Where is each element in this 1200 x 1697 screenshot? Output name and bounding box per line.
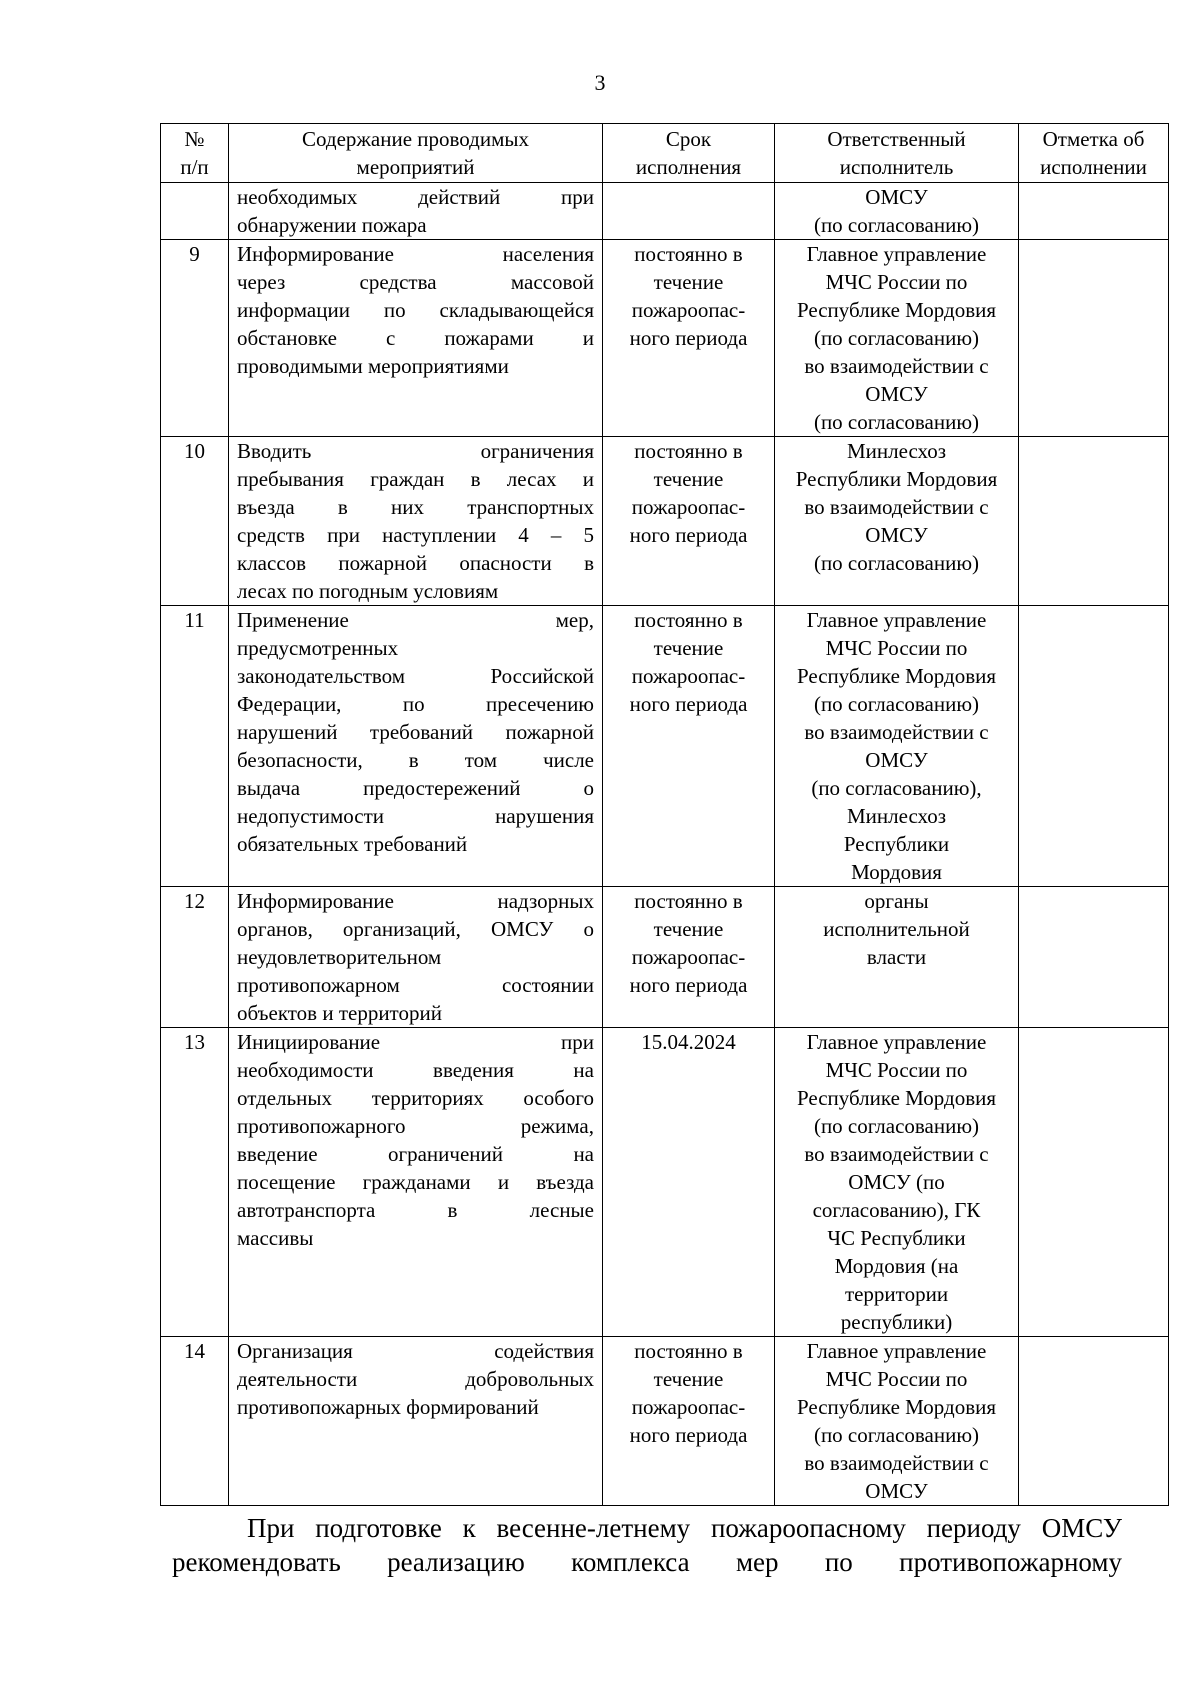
content-line: выдача предостережений о: [237, 776, 594, 800]
header-line: Содержание проводимых: [301, 127, 529, 151]
header-line: исполнении: [1040, 155, 1147, 179]
resp-line: ОМСУ: [865, 382, 928, 406]
deadline-cell: [603, 606, 775, 887]
content-line: противопожарного режима,: [237, 1114, 594, 1138]
content-line: въезда в них транспортных: [237, 495, 594, 519]
row-number: 12: [184, 889, 205, 913]
resp-line: ЧС Республики: [827, 1226, 966, 1250]
resp-line: Минлесхоз: [846, 804, 946, 828]
content-line: обстановке с пожарами и: [237, 326, 594, 350]
table-row: [161, 1337, 1169, 1506]
completion-mark-cell: [1019, 606, 1169, 887]
row-number: 13: [184, 1030, 205, 1054]
content-line: Применение мер,: [237, 608, 594, 632]
content-line: введение ограничений на: [237, 1142, 594, 1166]
term-line: течение: [653, 917, 724, 941]
measure-content-cell: [229, 606, 603, 887]
resp-line: (по согласованию): [813, 326, 980, 350]
content-line: пребывания граждан в лесах и: [237, 467, 594, 491]
resp-line: Республике Мордовия: [796, 298, 997, 322]
content-line: неудовлетворительном: [237, 945, 442, 969]
term-line: течение: [653, 1367, 724, 1391]
header-responsible: [775, 124, 1019, 183]
resp-line: МЧС России по: [825, 270, 968, 294]
measure-content-cell: [229, 437, 603, 606]
table-row: [161, 1028, 1169, 1337]
row-number-cell: [161, 183, 229, 240]
term-line: пожароопас-: [631, 1395, 746, 1419]
content-line: необходимых действий при: [237, 185, 594, 209]
term-line: ного периода: [629, 1423, 748, 1447]
resp-line: Республике Мордовия: [796, 1086, 997, 1110]
resp-line: во взаимодействии с: [804, 1142, 989, 1166]
row-number-cell: [161, 887, 229, 1028]
table-row: [161, 887, 1169, 1028]
resp-line: ОМСУ: [865, 748, 928, 772]
content-line: объектов и территорий: [237, 1001, 442, 1025]
resp-line: согласованию), ГК: [812, 1198, 981, 1222]
responsible-cell: [775, 606, 1019, 887]
row-number-cell: [161, 606, 229, 887]
deadline-cell: [603, 240, 775, 437]
term-line: постоянно в: [634, 242, 743, 266]
term-line: 15.04.2024: [641, 1030, 736, 1054]
measure-content-cell: [229, 240, 603, 437]
deadline-cell: [603, 1028, 775, 1337]
resp-line: МЧС России по: [825, 636, 968, 660]
row-number-cell: [161, 437, 229, 606]
table-row: [161, 240, 1169, 437]
header-line: исполнитель: [839, 155, 954, 179]
resp-line: ОМСУ (по: [848, 1170, 945, 1194]
term-line: течение: [653, 636, 724, 660]
resp-line: Республики: [843, 832, 950, 856]
header-line: мероприятий: [356, 155, 475, 179]
resp-line: (по согласованию): [813, 1423, 980, 1447]
measure-content-cell: [229, 1337, 603, 1506]
deadline-cell: [603, 437, 775, 606]
paragraph-line: При подготовке к весенне-летнему пожароопасному периоду ОМСУ: [247, 1513, 1122, 1543]
completion-mark-cell: [1019, 240, 1169, 437]
completion-mark-cell: [1019, 1028, 1169, 1337]
responsible-cell: [775, 1337, 1019, 1506]
body-paragraph: [172, 1511, 1122, 1579]
resp-line: во взаимодействии с: [804, 720, 989, 744]
term-line: постоянно в: [634, 439, 743, 463]
header-line: Ответственный: [827, 127, 966, 151]
term-line: постоянно в: [634, 1339, 743, 1363]
table-header-row: [161, 124, 1169, 183]
term-line: постоянно в: [634, 889, 743, 913]
resp-line: ОМСУ: [865, 1479, 928, 1503]
row-number-cell: [161, 1337, 229, 1506]
responsible-cell: [775, 240, 1019, 437]
table-body: [161, 183, 1169, 1506]
term-line: течение: [653, 467, 724, 491]
measure-content-cell: [229, 183, 603, 240]
header-line: исполнения: [635, 155, 742, 179]
term-line: ного периода: [629, 692, 748, 716]
content-line: Инициирование при: [237, 1030, 594, 1054]
responsible-cell: [775, 183, 1019, 240]
resp-line: территории: [844, 1282, 949, 1306]
completion-mark-cell: [1019, 1337, 1169, 1506]
responsible-cell: [775, 437, 1019, 606]
deadline-cell: [603, 887, 775, 1028]
content-line: органов, организаций, ОМСУ о: [237, 917, 594, 941]
content-line: противопожарном состоянии: [237, 973, 594, 997]
content-line: необходимости введения на: [237, 1058, 594, 1082]
measures-table: [160, 123, 1169, 1506]
content-line: Организация содействия: [237, 1339, 594, 1363]
measure-content-cell: [229, 887, 603, 1028]
row-number: 14: [184, 1339, 205, 1363]
paragraph-line: рекомендовать реализацию комплекса мер по противопожарному: [172, 1547, 1122, 1577]
content-line: отдельных территориях особого: [237, 1086, 594, 1110]
row-number-cell: [161, 1028, 229, 1337]
term-line: пожароопас-: [631, 664, 746, 688]
content-line: обязательных требований: [237, 832, 468, 856]
term-line: ного периода: [629, 973, 748, 997]
resp-line: МЧС России по: [825, 1367, 968, 1391]
content-line: через средства массовой: [237, 270, 594, 294]
deadline-cell: [603, 1337, 775, 1506]
resp-line: (по согласованию): [813, 692, 980, 716]
header-number: [161, 124, 229, 183]
table-row: [161, 183, 1169, 240]
header-content: [229, 124, 603, 183]
content-line: обнаружении пожара: [237, 213, 427, 237]
resp-line: (по согласованию): [813, 1114, 980, 1138]
resp-line: ОМСУ: [865, 523, 928, 547]
resp-line: органы: [864, 889, 929, 913]
content-line: Информирование надзорных: [237, 889, 594, 913]
term-line: постоянно в: [634, 608, 743, 632]
resp-line: во взаимодействии с: [804, 354, 989, 378]
resp-line: Минлесхоз: [846, 439, 946, 463]
resp-line: Мордовия: [851, 860, 942, 884]
content-line: противопожарных формирований: [237, 1395, 539, 1419]
resp-line: Республике Мордовия: [796, 664, 997, 688]
resp-line: во взаимодействии с: [804, 495, 989, 519]
content-line: недопустимости нарушения: [237, 804, 594, 828]
resp-line: Главное управление: [806, 608, 987, 632]
responsible-cell: [775, 887, 1019, 1028]
row-number: 11: [184, 608, 205, 632]
content-line: деятельности добровольных: [237, 1367, 594, 1391]
resp-line: исполнительной: [823, 917, 970, 941]
content-line: лесах по погодным условиям: [237, 579, 499, 603]
resp-line: Главное управление: [806, 1339, 987, 1363]
content-line: предусмотренных: [237, 636, 399, 660]
resp-line: (по согласованию): [813, 410, 980, 434]
header-line: п/п: [180, 155, 209, 179]
header-line: Отметка об: [1042, 127, 1145, 151]
term-line: ного периода: [629, 326, 748, 350]
resp-line: Мордовия (на: [834, 1254, 959, 1278]
resp-line: республики): [840, 1310, 953, 1334]
responsible-cell: [775, 1028, 1019, 1337]
resp-line: Республики Мордовия: [795, 467, 998, 491]
content-line: Информирование населения: [237, 242, 594, 266]
term-line: пожароопас-: [631, 298, 746, 322]
header-line: №: [184, 127, 205, 151]
page-number: 3: [594, 70, 606, 95]
content-line: безопасности, в том числе: [237, 748, 594, 772]
header-completion-mark: [1019, 124, 1169, 183]
table-row: [161, 437, 1169, 606]
resp-line: МЧС России по: [825, 1058, 968, 1082]
content-line: Вводить ограничения: [237, 439, 594, 463]
table-row: [161, 606, 1169, 887]
deadline-cell: [603, 183, 775, 240]
resp-line: во взаимодействии с: [804, 1451, 989, 1475]
row-number: 10: [184, 439, 205, 463]
resp-line: ОМСУ: [865, 185, 928, 209]
completion-mark-cell: [1019, 887, 1169, 1028]
measure-content-cell: [229, 1028, 603, 1337]
resp-line: власти: [866, 945, 927, 969]
resp-line: (по согласованию): [813, 551, 980, 575]
content-line: информации по складывающейся: [237, 298, 594, 322]
term-line: пожароопас-: [631, 945, 746, 969]
content-line: нарушений требований пожарной: [237, 720, 594, 744]
header-line: Срок: [665, 127, 712, 151]
resp-line: Главное управление: [806, 242, 987, 266]
resp-line: Главное управление: [806, 1030, 987, 1054]
resp-line: (по согласованию): [813, 213, 980, 237]
header-term: [603, 124, 775, 183]
row-number-cell: [161, 240, 229, 437]
content-line: классов пожарной опасности в: [237, 551, 594, 575]
term-line: ного периода: [629, 523, 748, 547]
content-line: массивы: [237, 1226, 314, 1250]
completion-mark-cell: [1019, 437, 1169, 606]
content-line: проводимыми мероприятиями: [237, 354, 509, 378]
content-line: посещение гражданами и въезда: [237, 1170, 594, 1194]
term-line: течение: [653, 270, 724, 294]
content-line: законодательством Российской: [237, 664, 594, 688]
resp-line: Республике Мордовия: [796, 1395, 997, 1419]
content-line: Федерации, по пресечению: [237, 692, 594, 716]
row-number: 9: [189, 242, 200, 266]
resp-line: (по согласованию),: [811, 776, 982, 800]
content-line: автотранспорта в лесные: [237, 1198, 594, 1222]
content-line: средств при наступлении 4 – 5: [237, 523, 594, 547]
term-line: пожароопас-: [631, 495, 746, 519]
completion-mark-cell: [1019, 183, 1169, 240]
